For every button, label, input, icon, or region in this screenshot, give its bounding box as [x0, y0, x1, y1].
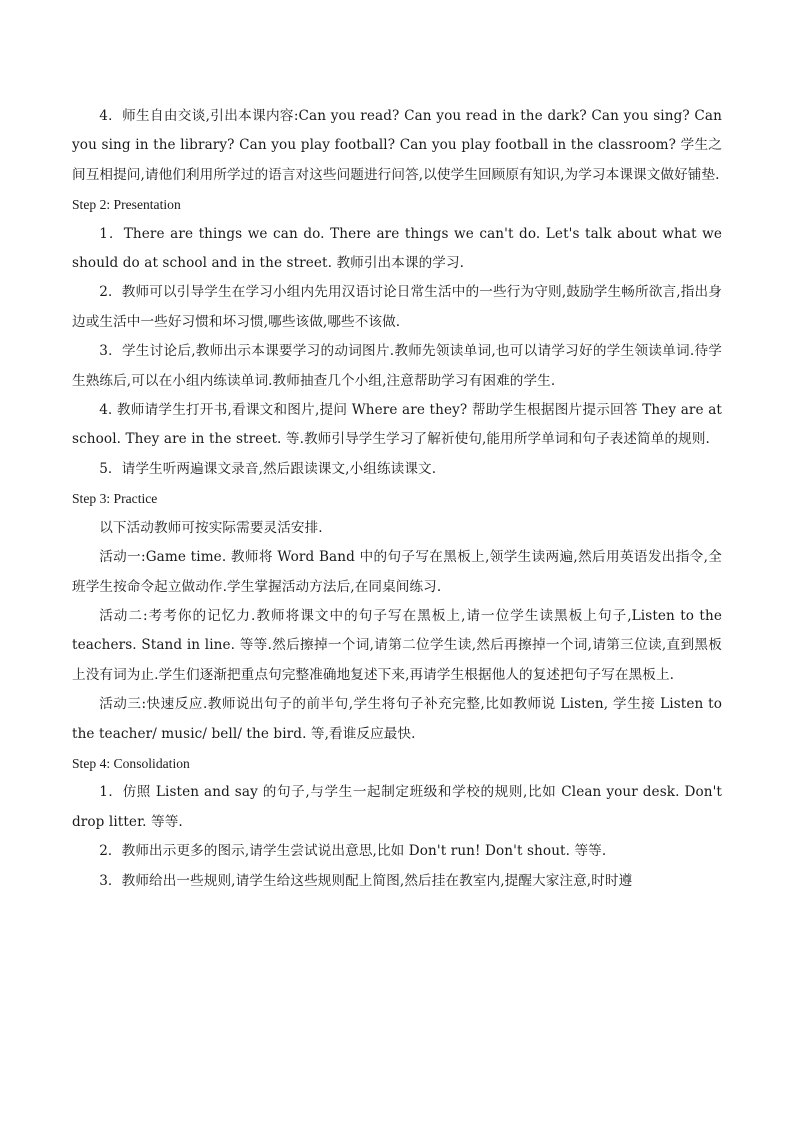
step4-paragraph-3: 3．教师给出一些规则,请学生给这些规则配上简图,然后挂在教室内,提醒大家注意,时时遵 [99, 872, 633, 889]
step2-paragraph-5: 5．请学生听两遍课文录音,然后跟读课文,小组练读课文. [99, 460, 437, 477]
step3-heading: Step 3: Practice [72, 491, 158, 507]
step2-paragraph-3: 3．学生讨论后,教师出示本课要学习的动词图片.教师先领读单词,也可以请学习好的学生领读单词.待学生熟练后,可以在小组内练读单词.教师抽查几个小组,注意帮助学习有困难的学生. [72, 343, 722, 389]
step3-paragraph-1: 以下活动教师可按实际需要灵活安排. [99, 519, 323, 536]
intro-paragraph-1: 4．师生自由交谈,引出本课内容:Can you read? Can you read in the dark? Can you sing? Can you sing in the library? Can you play football? Can you play football in the classroom? 学生之间互相提问,请他们利用所学过的语言对这些问题进行问答,以使学生回顾原有知识,为学习本课课文做好铺垫. [72, 108, 722, 183]
step2-paragraph-1: 1．There are things we can do. There are things we can't do. Let's talk about what we should do at school and in the street. 教师引出本课的学习. [72, 225, 722, 272]
step4-heading: Step 4: Consolidation [72, 755, 190, 771]
step3-activity-2: 活动二:考考你的记忆力.教师将课文中的句子写在黑板上,请一位学生读黑板上句子,Listen to the teachers. Stand in line. 等等.然后擦掉一个词,请第二位学生读,然后再擦掉一个词,请第三位读,直到黑板上没有词为止.学生们逐渐把重点句完整准确地复述下来,再请学生根据他人的复述把句子写在黑板上. [72, 607, 722, 683]
step3-activity-3: 活动三:快速反应.教师说出句子的前半句,学生将句子补充完整,比如教师说 Listen, 学生接 Listen to the teacher/ music/ bell/ the bird. 等,看谁反应最快. [72, 696, 722, 742]
step2-paragraph-4: 4. 教师请学生打开书,看课文和图片,提问 Where are they? 帮助学生根据图片提示回答 They are at school. They are in the street. 等.教师引导学生学习了解祈使句,能用所学单词和句子表述简单的规则. [72, 402, 722, 448]
step4-paragraph-2: 2．教师出示更多的图示,请学生尝试说出意思,比如 Don't run! Don't shout. 等等. [99, 843, 607, 860]
step2-heading: Step 2: Presentation [72, 197, 181, 213]
step3-activity-1: 活动一:Game time. 教师将 Word Band 中的句子写在黑板上,领学生读两遍,然后用英语发出指令,全班学生按命令起立做动作.学生掌握活动方法后,在同桌间练习. [72, 549, 722, 595]
document-page [72, 102, 722, 896]
step4-paragraph-1: 1．仿照 Listen and say 的句子,与学生一起制定班级和学校的规则,比如 Clean your desk. Don't drop litter. 等等. [72, 784, 722, 830]
step2-paragraph-2: 2．教师可以引导学生在学习小组内先用汉语讨论日常生活中的一些行为守则,鼓励学生畅所欲言,指出身边或生活中一些好习惯和坏习惯,哪些该做,哪些不该做. [72, 284, 722, 330]
